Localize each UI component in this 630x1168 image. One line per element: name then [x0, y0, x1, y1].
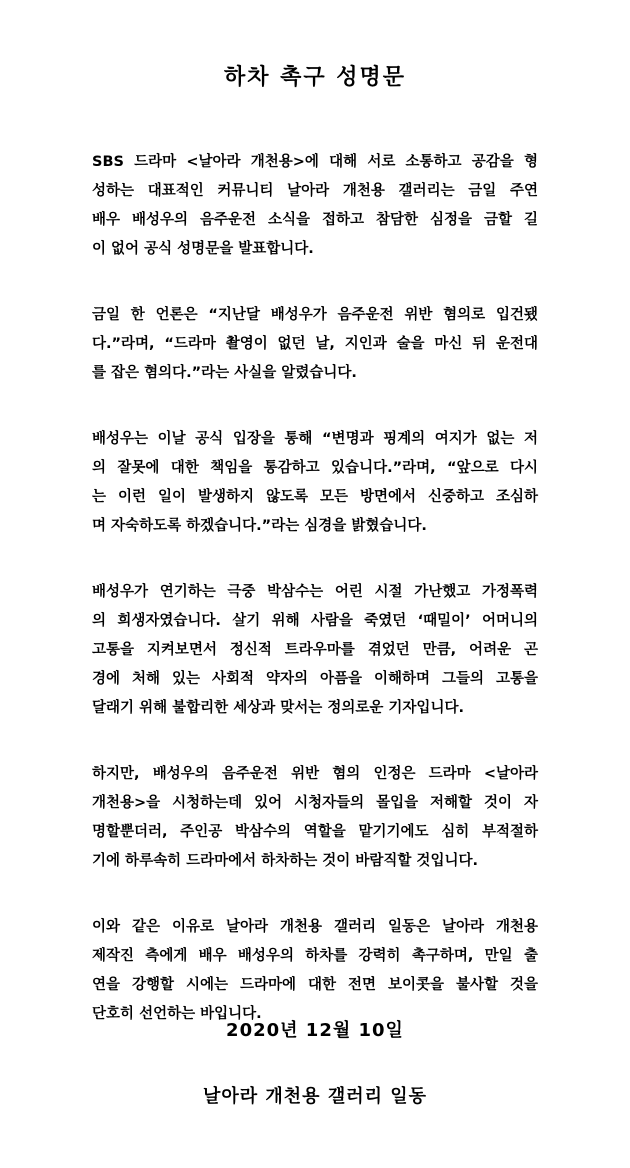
- text-line: 이와 같은 이유로 날아라 개천용 갤러리 일동은 날아라 개천용: [92, 919, 538, 935]
- text-line: 성하는 대표적인 커뮤니티 날아라 개천용 갤러리는 금일 주연: [92, 183, 538, 199]
- text-line: 연을 강행할 시에는 드라마에 대한 전면 보이콧을 불사할 것을: [92, 977, 538, 993]
- document-title: 하차 촉구 성명문: [223, 65, 407, 90]
- statement-signature: 날아라 개천용 갤러리 일동: [202, 1086, 428, 1107]
- paragraph-actor-statement: [92, 425, 538, 541]
- text-line: 는 이런 일이 발생하지 않도록 모든 방면에서 신중하고 조심하: [92, 489, 538, 505]
- text-line: 의 희생자였습니다. 살기 위해 사람을 죽였던 ‘때밀이’ 어머니의: [92, 613, 538, 629]
- text-line: 제작진 측에게 배우 배성우의 하차를 강력히 촉구하며, 만일 출: [92, 948, 538, 964]
- text-line: 의 잘못에 대한 책임을 통감하고 있습니다.”라며, “앞으로 다시: [92, 460, 538, 476]
- text-line: 배성우는 이날 공식 입장을 통해 “변명과 핑계의 여지가 없는 저: [92, 431, 538, 447]
- text-line: 개천용>을 시청하는데 있어 시청자들의 몰입을 저해할 것이 자: [92, 795, 538, 811]
- text-line: 기에 하루속히 드라마에서 하차하는 것이 바람직할 것입니다.: [92, 853, 478, 869]
- text-line: SBS 드라마 <날아라 개천용>에 대해 서로 소통하고 공감을 형: [92, 154, 538, 170]
- text-line: 경에 처해 있는 사회적 약자의 아픔을 이해하며 그들의 고통을: [92, 671, 538, 687]
- paragraph-character: [92, 578, 538, 723]
- paragraph-intro: [92, 148, 538, 264]
- text-line: 며 자숙하도록 하겠습니다.”라는 심경을 밝혔습니다.: [92, 518, 427, 534]
- text-line: 단호히 선언하는 바입니다.: [92, 1006, 262, 1022]
- text-line: 배성우가 연기하는 극중 박삼수는 어린 시절 가난했고 가정폭력: [92, 584, 538, 600]
- text-line: 고통을 지켜보면서 정신적 트라우마를 겪었던 만큼, 어려운 곤: [92, 642, 538, 658]
- text-line: 하지만, 배성우의 음주운전 위반 혐의 인정은 드라마 <날아라: [92, 766, 538, 782]
- text-line: 다.”라며, “드라마 촬영이 없던 날, 지인과 술을 마신 뒤 운전대: [92, 336, 538, 352]
- text-line: 이 없어 공식 성명문을 발표합니다.: [92, 241, 314, 257]
- text-line: 달래기 위해 불합리한 세상과 맞서는 정의로운 기자입니다.: [92, 700, 464, 716]
- paragraph-news-report: [92, 301, 538, 388]
- statement-body: [92, 148, 538, 1066]
- text-line: 명할뿐더러, 주인공 박삼수의 역할을 맡기기에도 심히 부적절하: [92, 824, 538, 840]
- statement-date: 2020년 12월 10일: [226, 1020, 404, 1041]
- text-line: 를 잡은 혐의다.”라는 사실을 알렸습니다.: [92, 365, 357, 381]
- paragraph-demand: [92, 913, 538, 1029]
- text-line: 금일 한 언론은 “지난달 배성우가 음주운전 위반 혐의로 입건됐: [92, 307, 538, 323]
- text-line: 배우 배성우의 음주운전 소식을 접하고 참담한 심정을 금할 길: [92, 212, 538, 228]
- paragraph-argument: [92, 760, 538, 876]
